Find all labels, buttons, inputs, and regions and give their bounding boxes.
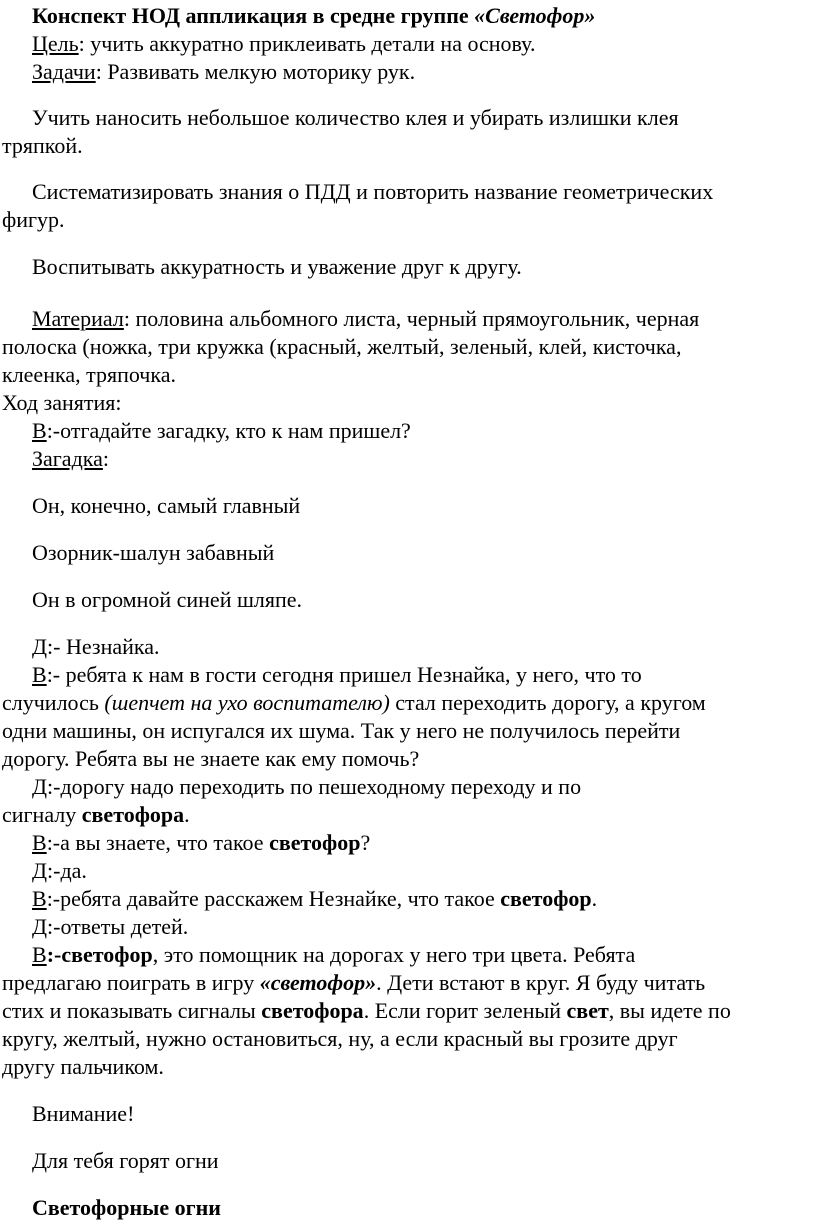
teacher-marker: В bbox=[32, 886, 47, 911]
goal-text: : учить аккуратно приклеивать детали на основу. bbox=[78, 31, 536, 56]
riddle-line-3: Он в огромной синей шляпе. bbox=[32, 587, 303, 612]
child-marker: Д bbox=[32, 914, 48, 939]
teacher-text: случилось bbox=[2, 690, 105, 715]
teacher-text: :-а вы знаете, что такое bbox=[46, 830, 270, 855]
teacher-text: :-ребята давайте расскажем Незнайке, что такое bbox=[46, 886, 501, 911]
keyword: светофор bbox=[269, 830, 361, 855]
poem-line-1: Внимание! bbox=[32, 1101, 135, 1126]
keyword: светофор bbox=[500, 886, 592, 911]
riddle-label-line bbox=[0, 445, 816, 473]
riddle-line-1: Он, конечно, самый главный bbox=[32, 493, 301, 518]
document-title bbox=[0, 2, 816, 30]
task-4: Воспитывать аккуратность и уважение друг к другу. bbox=[32, 254, 522, 279]
teacher-line-3 bbox=[0, 829, 816, 857]
task-3-line-2: фигур. bbox=[2, 207, 65, 232]
teacher-text: :- bbox=[46, 942, 62, 967]
teacher-text: ? bbox=[360, 830, 371, 855]
child-text: :-да. bbox=[47, 858, 87, 883]
teacher-text: стих и показывать сигналы bbox=[2, 998, 262, 1023]
teacher-marker: В bbox=[32, 418, 47, 443]
child-line-4 bbox=[0, 913, 816, 941]
stage-direction: (шепчет на ухо воспитателю) bbox=[104, 690, 390, 715]
keyword: свет bbox=[566, 998, 609, 1023]
child-line-2 bbox=[0, 773, 816, 801]
teacher-text: предлагаю поиграть в игру bbox=[2, 970, 260, 995]
teacher-text: :-отгадайте загадку, кто к нам пришел? bbox=[46, 418, 411, 443]
poem-line-2: Для тебя горят огни bbox=[32, 1148, 219, 1173]
teacher-line-2c: одни машины, он испугался их шума. Так у него не получилось перейти bbox=[2, 718, 681, 743]
teacher-text: . bbox=[591, 886, 598, 911]
child-text: :-ответы детей. bbox=[47, 914, 189, 939]
material-line-3: клеенка, тряпочка. bbox=[2, 362, 176, 387]
teacher-line-4 bbox=[0, 885, 816, 913]
teacher-marker: В bbox=[32, 830, 47, 855]
child-text: :- Незнайка. bbox=[47, 634, 160, 659]
task-2-line-2: тряпкой. bbox=[2, 133, 83, 158]
riddle-line-2: Озорник-шалун забавный bbox=[32, 540, 275, 565]
material-line-2: полоска (ножка, три кружка (красный, желтый, зеленый, клей, кисточка, bbox=[2, 334, 682, 359]
title-name: «Светофор» bbox=[474, 3, 596, 28]
teacher-text: . Если горит зеленый bbox=[363, 998, 567, 1023]
lesson-heading: Ход занятия: bbox=[2, 390, 122, 415]
teacher-line-2d: дорогу. Ребята вы не знаете как ему помочь? bbox=[2, 746, 420, 771]
keyword: светофор bbox=[61, 942, 153, 967]
teacher-line-5e: другу пальчиком. bbox=[2, 1054, 164, 1079]
child-text: сигналу bbox=[2, 802, 82, 827]
teacher-line-1 bbox=[0, 417, 816, 445]
teacher-line-5b bbox=[0, 969, 816, 997]
tasks-text: : Развивать мелкую моторику рук. bbox=[95, 59, 416, 84]
task-3-line-1: Систематизировать знания о ПДД и повторить название геометрических bbox=[32, 179, 714, 204]
game-name: «светофор» bbox=[259, 970, 377, 995]
child-line-2b bbox=[0, 801, 816, 829]
teacher-text: , это помощник на дорогах у него три цвета. Ребята bbox=[152, 942, 636, 967]
tasks-label: Задачи bbox=[32, 59, 96, 84]
child-line-1 bbox=[0, 633, 816, 661]
keyword: светофора bbox=[261, 998, 364, 1023]
child-marker: Д bbox=[32, 858, 48, 883]
child-text: :-дорогу надо переходить по пешеходному переходу и по bbox=[47, 774, 582, 799]
keyword: светофора bbox=[81, 802, 185, 827]
task-2-line-1: Учить наносить небольшое количество клея и убирать излишки клея bbox=[32, 105, 679, 130]
riddle-colon: : bbox=[102, 446, 110, 471]
material-line-1 bbox=[0, 305, 816, 333]
material-text-1: : половина альбомного листа, черный прямоугольник, черная bbox=[123, 306, 700, 331]
teacher-line-5c bbox=[0, 997, 816, 1025]
teacher-text: , вы идете по bbox=[608, 998, 731, 1023]
child-text: . bbox=[184, 802, 190, 827]
tasks-line bbox=[0, 58, 816, 86]
riddle-label: Загадка bbox=[32, 446, 103, 471]
goal-line bbox=[0, 30, 816, 58]
poem-line-3: Светофорные огни bbox=[32, 1195, 221, 1220]
title-text: Конспект НОД аппликация в средне группе bbox=[32, 3, 475, 28]
material-label: Материал bbox=[32, 306, 124, 331]
child-marker: Д bbox=[32, 634, 48, 659]
teacher-line-2b bbox=[0, 689, 816, 717]
teacher-text: :- ребята к нам в гости сегодня пришел Незнайка, у него, что то bbox=[46, 662, 642, 687]
teacher-text: . Дети встают в круг. Я буду читать bbox=[376, 970, 706, 995]
child-marker: Д bbox=[32, 774, 48, 799]
teacher-line-2 bbox=[0, 661, 816, 689]
child-line-3 bbox=[0, 857, 816, 885]
teacher-text: стал переходить дорогу, а кругом bbox=[389, 690, 706, 715]
goal-label: Цель bbox=[32, 31, 79, 56]
teacher-marker: В bbox=[32, 942, 47, 967]
teacher-line-5 bbox=[0, 941, 816, 969]
teacher-line-5d: кругу, желтый, нужно остановиться, ну, а если красный вы грозите друг bbox=[2, 1026, 678, 1051]
teacher-marker: В bbox=[32, 662, 47, 687]
